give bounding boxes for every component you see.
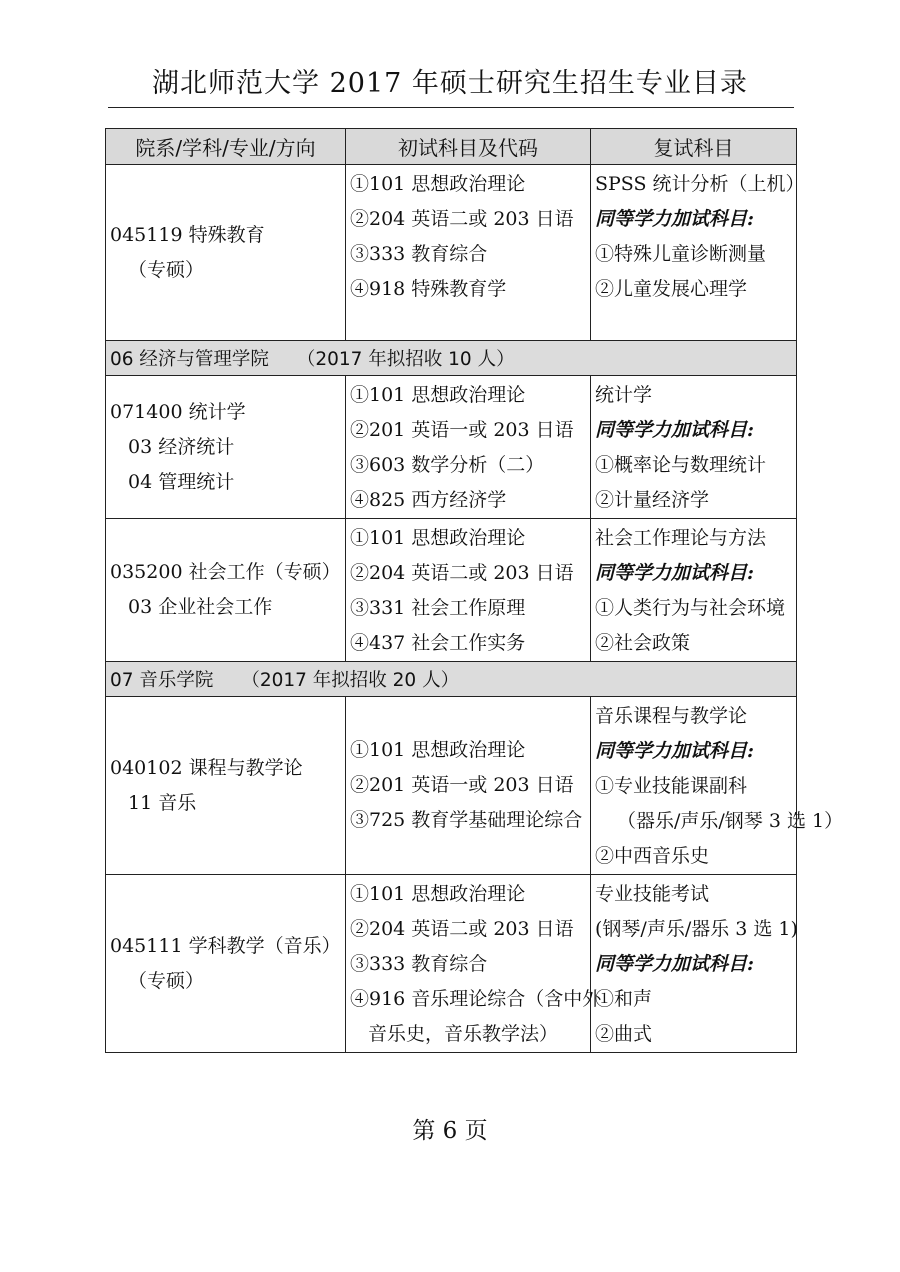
section-name: 06 经济与管理学院 (110, 349, 269, 370)
table-row (106, 519, 797, 662)
table-row (106, 165, 797, 341)
table-row (106, 376, 797, 519)
exam-subject: ③333 教育综合 (350, 243, 488, 265)
retest-subjects-cell (591, 697, 844, 875)
equivalent-exam-heading: 同等学力加试科目: (595, 208, 755, 230)
exam-subject: ②201 英语一或 203 日语 (350, 774, 574, 796)
retest-subject: ①特殊儿童诊断测量 (595, 243, 767, 265)
header-divider (108, 107, 794, 108)
retest-subject: ②社会政策 (595, 632, 691, 654)
section-row (106, 662, 797, 697)
retest-subject: ①概率论与数理统计 (595, 454, 767, 476)
section-heading (106, 341, 797, 376)
page-title: 湖北师范大学 2017 年硕士研究生招生专业目录 (152, 68, 748, 99)
exam-subject: ②204 英语二或 203 日语 (350, 208, 574, 230)
exam-subjects-cell (346, 376, 591, 519)
retest-subject: ②儿童发展心理学 (595, 278, 748, 300)
retest-subject: ①和声 (595, 988, 653, 1010)
table-row (106, 697, 797, 875)
equivalent-exam-heading: 同等学力加试科目: (595, 740, 755, 762)
exam-subjects-cell (346, 519, 591, 662)
program-cell (106, 697, 346, 875)
retest-subject: SPSS 统计分析（上机） (595, 173, 805, 195)
exam-subject-continued: 音乐史，音乐教学法） (368, 1023, 559, 1045)
program-catalog-table (105, 128, 844, 1053)
program-cell (106, 875, 346, 1053)
program-code-name: 045119 特殊教育 (110, 223, 265, 246)
table-header-row (106, 129, 797, 165)
program-direction: 03 企业社会工作 (128, 596, 273, 618)
exam-subject: ④918 特殊教育学 (350, 278, 507, 300)
column-header-program: 院系/学科/专业/方向 (106, 129, 346, 165)
retest-subject: 社会工作理论与方法 (595, 527, 767, 549)
section-name: 07 音乐学院 (110, 670, 214, 691)
exam-subject: ②204 英语二或 203 日语 (350, 918, 574, 940)
retest-subjects-cell (591, 875, 797, 1053)
retest-subjects-cell (591, 165, 805, 341)
program-direction: 11 音乐 (128, 791, 197, 814)
exam-subject: ④916 音乐理论综合（含中外 (350, 988, 602, 1010)
retest-subject: ②计量经济学 (595, 489, 710, 511)
equivalent-exam-heading: 同等学力加试科目: (595, 953, 755, 975)
section-heading (106, 662, 797, 697)
exam-subject: ④825 西方经济学 (350, 489, 507, 511)
program-code-name: 040102 课程与教学论 (110, 756, 303, 779)
retest-subject: ②中西音乐史 (595, 845, 710, 867)
exam-subject: ①101 思想政治理论 (350, 384, 526, 406)
exam-subject: ④437 社会工作实务 (350, 632, 526, 654)
program-cell (106, 165, 346, 341)
exam-subject: ①101 思想政治理论 (350, 739, 526, 761)
equivalent-exam-heading: 同等学力加试科目: (595, 562, 755, 584)
retest-subject: 音乐课程与教学论 (595, 705, 748, 727)
retest-subject: 专业技能考试 (595, 883, 710, 905)
program-cell (106, 519, 346, 662)
exam-subject: ①101 思想政治理论 (350, 527, 526, 549)
exam-subjects-cell (346, 165, 591, 341)
exam-subject: ②204 英语二或 203 日语 (350, 562, 574, 584)
section-quota: （2017 年拟招收 10 人） (296, 349, 515, 370)
column-header-exam: 初试科目及代码 (346, 129, 591, 165)
program-code-name: 045111 学科教学（音乐） (110, 934, 341, 957)
exam-subject: ①101 思想政治理论 (350, 883, 526, 905)
exam-subjects-cell (346, 697, 591, 875)
column-header-retest: 复试科目 (591, 129, 797, 165)
table-row (106, 875, 797, 1053)
equivalent-exam-heading: 同等学力加试科目: (595, 419, 755, 441)
retest-subjects-cell (591, 376, 797, 519)
program-note: （专硕） (128, 969, 205, 992)
retest-subject: ①专业技能课副科 (595, 775, 748, 797)
retest-subject: ②曲式 (595, 1023, 653, 1045)
program-code-name: 071400 统计学 (110, 400, 246, 423)
program-direction: 03 经济统计 (128, 435, 235, 458)
section-row (106, 341, 797, 376)
retest-subject-note: (钢琴/声乐/器乐 3 选 1) (595, 918, 798, 940)
exam-subjects-cell (346, 875, 602, 1053)
exam-subject: ③725 教育学基础理论综合 (350, 809, 583, 831)
retest-subject-note: （器乐/声乐/钢琴 3 选 1） (617, 810, 844, 832)
retest-subject: ①人类行为与社会环境 (595, 597, 786, 619)
exam-subject: ③333 教育综合 (350, 953, 488, 975)
section-quota: （2017 年拟招收 20 人） (241, 670, 460, 691)
program-code-name: 035200 社会工作（专硕） (110, 561, 341, 583)
retest-subjects-cell (591, 519, 797, 662)
exam-subject: ①101 思想政治理论 (350, 173, 526, 195)
program-note: （专硕） (128, 258, 205, 281)
program-direction: 04 管理统计 (128, 470, 235, 493)
retest-subject: 统计学 (595, 384, 653, 406)
exam-subject: ②201 英语一或 203 日语 (350, 419, 574, 441)
exam-subject: ③603 数学分析（二） (350, 454, 545, 476)
page-number: 第 6 页 (412, 1118, 488, 1144)
program-cell (106, 376, 346, 519)
exam-subject: ③331 社会工作原理 (350, 597, 526, 619)
